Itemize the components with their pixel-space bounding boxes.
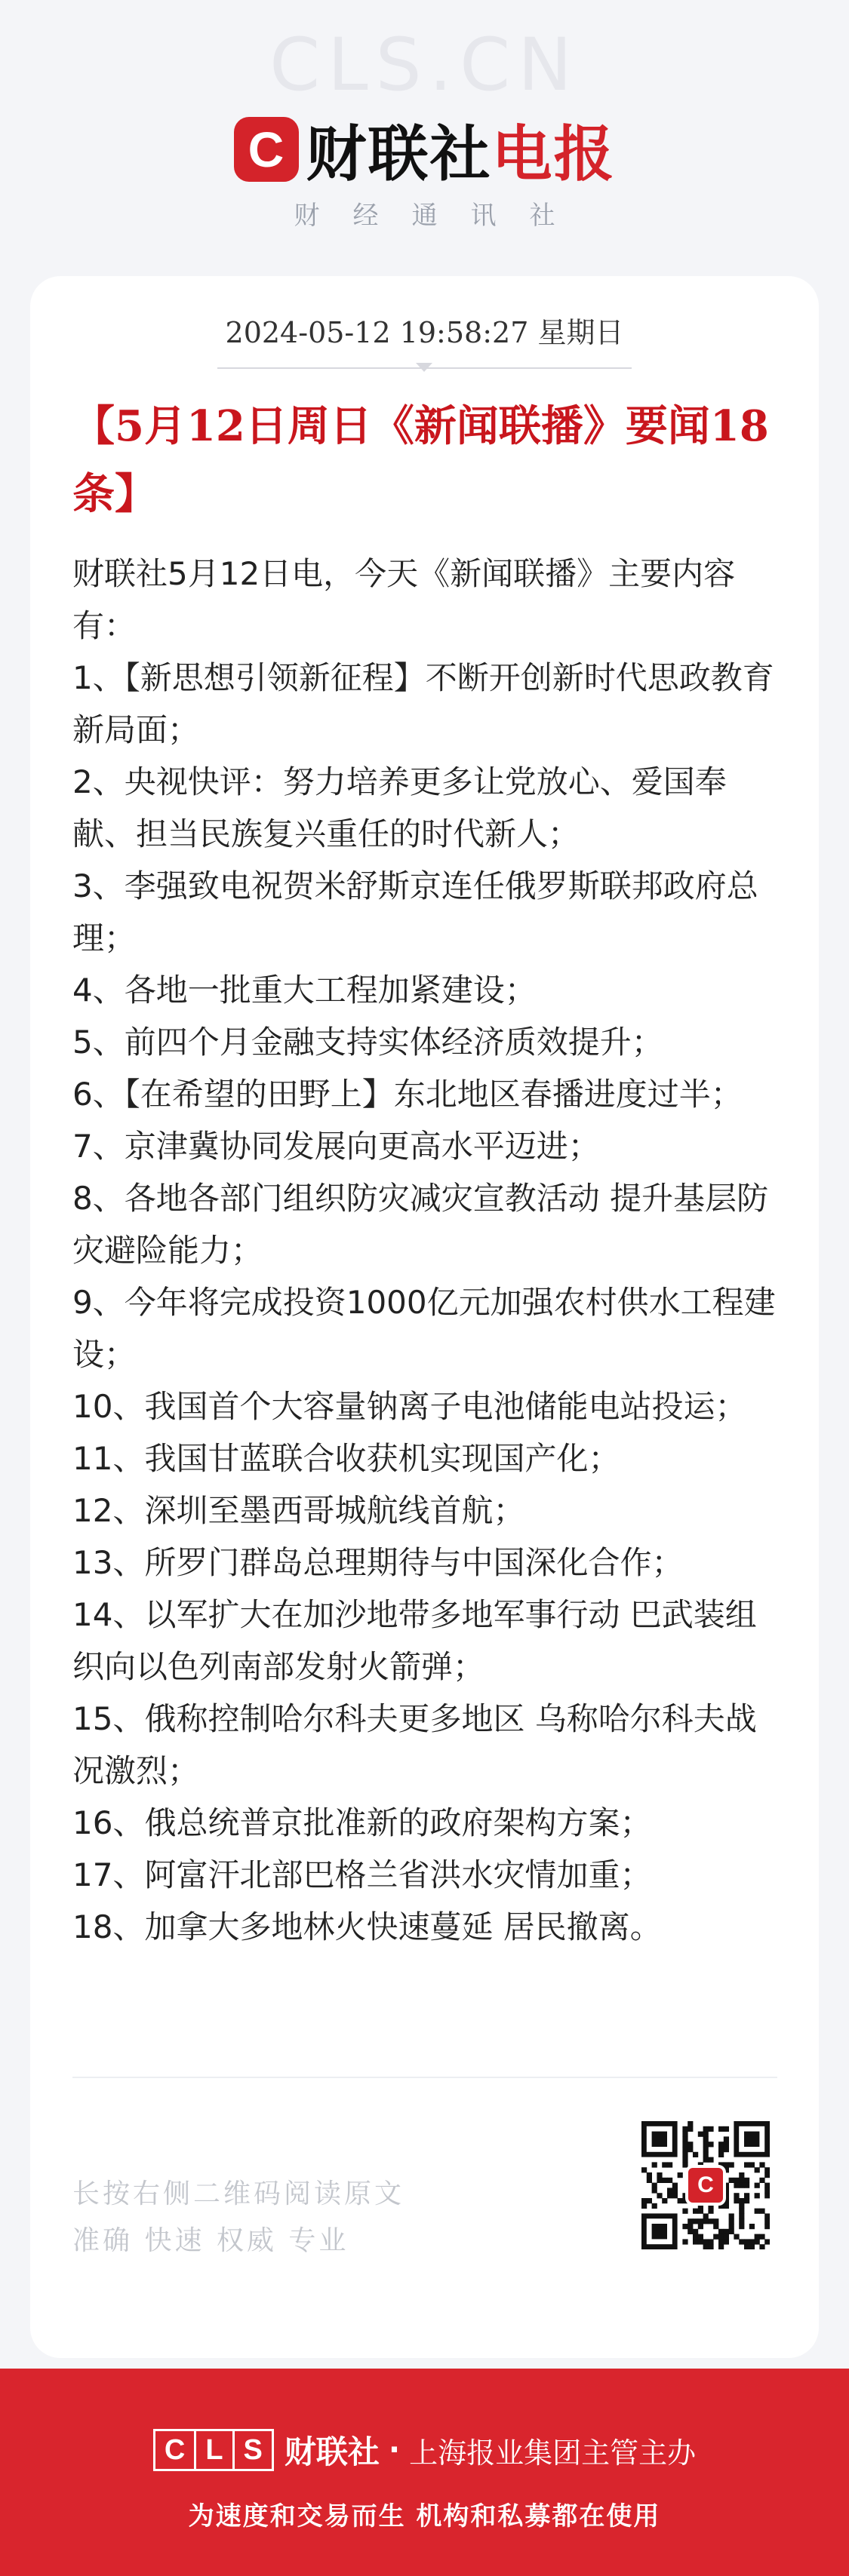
qr-logo-icon xyxy=(685,2165,726,2206)
footer-org: 上海报业集团主管主办 xyxy=(409,2436,697,2470)
article-paragraph: 2、央视快评：努力培养更多让党放心、爱国奉献、担当民族复兴重任的时代新人； xyxy=(72,763,727,852)
article-paragraph: 11、我国甘蓝联合收获机实现国产化； xyxy=(72,1440,620,1477)
footer-brand-row xyxy=(0,2427,849,2473)
article-paragraph: 13、所罗门群岛总理期待与中国深化合作； xyxy=(72,1544,684,1581)
article-paragraph: 财联社5月12日电，今天《新闻联播》主要内容有： xyxy=(72,555,736,644)
card-divider xyxy=(72,2077,777,2078)
article-paragraph: 4、各地一批重大工程加紧建设； xyxy=(72,972,537,1009)
article-paragraph: 5、前四个月金融支持实体经济质效提升； xyxy=(72,1024,663,1061)
article-paragraph: 1、【新思想引领新征程】不断开创新时代思政教育新局面； xyxy=(72,659,774,748)
article-paragraph: 18、加拿大多地林火快速蔓延 居民撤离。 xyxy=(72,1908,662,1945)
article-paragraph: 3、李强致电祝贺米舒斯京连任俄罗斯联邦政府总理； xyxy=(72,867,758,956)
footer-slogan: 为速度和交易而生 机构和私募都在使用 xyxy=(188,2501,661,2531)
logo-letter: C xyxy=(248,121,285,177)
article-paragraph: 12、深圳至墨西哥城航线首航； xyxy=(72,1492,525,1529)
brand-name: 财联社 xyxy=(306,119,492,189)
footer-separator: · xyxy=(388,2433,401,2467)
footer-banner xyxy=(0,2369,849,2576)
brand-header xyxy=(0,106,849,192)
article-paragraph: 6、【在希望的田野上】东北地区春播进度过半； xyxy=(72,1076,743,1113)
footer-brand: 财联社 xyxy=(284,2433,380,2470)
article-paragraph: 17、阿富汗北部巴格兰省洪水灾情加重； xyxy=(72,1856,652,1893)
article-paragraph: 14、以军扩大在加沙地带多地军事行动 巴武装组织向以色列南部发射火箭弹； xyxy=(72,1596,757,1685)
cls-letter: S xyxy=(243,2434,263,2466)
article-paragraph: 9、今年将完成投资1000亿元加强农村供水工程建设； xyxy=(72,1284,776,1373)
watermark-text: CLS.CN xyxy=(269,23,580,107)
scan-hint: 长按右侧二维码阅读原文 xyxy=(72,2178,405,2209)
cls-wordmark-icon xyxy=(153,2429,274,2471)
tagline: 财经通讯社 xyxy=(294,201,589,231)
article-paragraph: 8、各地各部门组织防灾减灾宣教活动 提升基层防灾避险能力； xyxy=(72,1180,769,1269)
article-datetime: 2024-05-12 19:58:27 星期日 xyxy=(225,316,624,349)
article-paragraph: 16、俄总统普京批准新的政府架构方案； xyxy=(72,1804,652,1841)
qr-code[interactable] xyxy=(641,2121,770,2249)
qr-logo-letter: C xyxy=(697,2172,714,2197)
cls-logo-icon xyxy=(234,117,299,182)
brand-sub: 电报 xyxy=(491,119,616,189)
article-paragraph: 15、俄称控制哈尔科夫更多地区 乌称哈尔科夫战况激烈； xyxy=(72,1700,757,1789)
article-paragraph: 7、京津冀协同发展向更高水平迈进； xyxy=(72,1128,600,1165)
cls-letter: C xyxy=(155,2431,196,2469)
cls-letter: L xyxy=(196,2431,234,2469)
article-body xyxy=(72,548,778,1953)
card-slogan: 准确 快速 权威 专业 xyxy=(72,2225,349,2256)
date-divider-pointer xyxy=(416,363,432,372)
article-paragraph: 10、我国首个大容量钠离子电池储能电站投运； xyxy=(72,1388,747,1425)
article-title: 【5月12日周日《新闻联播》要闻18条】 xyxy=(72,401,769,519)
